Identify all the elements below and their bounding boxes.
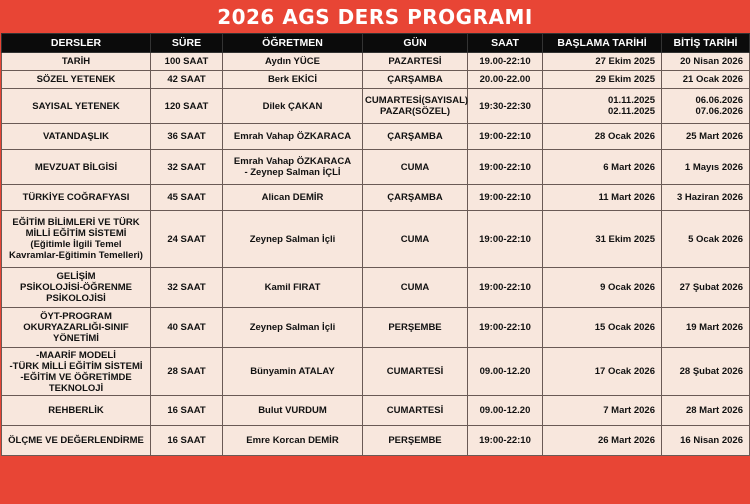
course-time: 19:00-22:10 — [468, 211, 543, 268]
end-date: 20 Nisan 2026 — [662, 53, 750, 71]
start-date: 7 Mart 2026 — [543, 396, 662, 426]
start-date: 31 Ekim 2025 — [543, 211, 662, 268]
table-row — [2, 124, 750, 150]
course-name: EĞİTİM BİLİMLERİ VE TÜRK MİLLİ EĞİTİM SİSTEMİ (Eğitimle İlgili Temel Kavramlar-Eğitimin Temelleri) — [2, 211, 151, 268]
table-row — [2, 426, 750, 456]
teacher-name: Emre Korcan DEMİR — [223, 426, 363, 456]
teacher-name: Alican DEMİR — [223, 185, 363, 211]
start-date: 27 Ekim 2025 — [543, 53, 662, 71]
header-ogretmen: ÖĞRETMEN — [223, 34, 363, 53]
teacher-name: Emrah Vahap ÖZKARACA - Zeynep Salman İÇLİ — [223, 150, 363, 185]
course-duration: 32 SAAT — [151, 150, 223, 185]
course-day: CUMA — [363, 150, 468, 185]
header-gun: GÜN — [363, 34, 468, 53]
table-row — [2, 396, 750, 426]
teacher-name: Berk EKİCİ — [223, 71, 363, 89]
course-time: 19:00-22:10 — [468, 268, 543, 308]
table-row — [2, 268, 750, 308]
start-date: 15 Ocak 2026 — [543, 308, 662, 348]
end-date: 3 Haziran 2026 — [662, 185, 750, 211]
end-date: 27 Şubat 2026 — [662, 268, 750, 308]
course-day: CUMARTESİ — [363, 348, 468, 396]
course-time: 19:00-22:10 — [468, 150, 543, 185]
course-duration: 16 SAAT — [151, 396, 223, 426]
course-day: PAZARTESİ — [363, 53, 468, 71]
end-date: 21 Ocak 2026 — [662, 71, 750, 89]
course-time: 09.00-12.20 — [468, 396, 543, 426]
course-time: 09.00-12.20 — [468, 348, 543, 396]
end-date: 28 Şubat 2026 — [662, 348, 750, 396]
course-day: CUMA — [363, 211, 468, 268]
course-time: 19.00-22:10 — [468, 53, 543, 71]
course-duration: 45 SAAT — [151, 185, 223, 211]
table-row — [2, 211, 750, 268]
start-date: 26 Mart 2026 — [543, 426, 662, 456]
end-date: 5 Ocak 2026 — [662, 211, 750, 268]
start-date: 29 Ekim 2025 — [543, 71, 662, 89]
header-saat: SAAT — [468, 34, 543, 53]
table-row — [2, 150, 750, 185]
end-date: 28 Mart 2026 — [662, 396, 750, 426]
course-day: CUMA — [363, 268, 468, 308]
start-date: 17 Ocak 2026 — [543, 348, 662, 396]
header-baslama: BAŞLAMA TARİHİ — [543, 34, 662, 53]
course-name: -MAARİF MODELİ -TÜRK MİLLİ EĞİTİM SİSTEMİ -EĞİTİM VE ÖĞRETİMDE TEKNOLOJİ — [2, 348, 151, 396]
start-date: 01.11.2025 02.11.2025 — [543, 89, 662, 124]
schedule-table — [1, 33, 750, 456]
start-date: 9 Ocak 2026 — [543, 268, 662, 308]
course-time: 19:00-22:10 — [468, 426, 543, 456]
course-time: 19:00-22:10 — [468, 124, 543, 150]
course-name: SAYISAL YETENEK — [2, 89, 151, 124]
course-day: CUMARTESİ — [363, 396, 468, 426]
header-sure: SÜRE — [151, 34, 223, 53]
header-dersler: DERSLER — [2, 34, 151, 53]
teacher-name: Aydın YÜCE — [223, 53, 363, 71]
table-row — [2, 53, 750, 71]
course-duration: 100 SAAT — [151, 53, 223, 71]
course-day: CUMARTESİ(SAYISAL) PAZAR(SÖZEL) — [363, 89, 468, 124]
course-name: VATANDAŞLIK — [2, 124, 151, 150]
course-time: 19:00-22:10 — [468, 185, 543, 211]
teacher-name: Kamil FIRAT — [223, 268, 363, 308]
course-name: SÖZEL YETENEK — [2, 71, 151, 89]
course-duration: 120 SAAT — [151, 89, 223, 124]
table-row — [2, 71, 750, 89]
end-date: 06.06.2026 07.06.2026 — [662, 89, 750, 124]
course-name: REHBERLİK — [2, 396, 151, 426]
end-date: 1 Mayıs 2026 — [662, 150, 750, 185]
course-duration: 32 SAAT — [151, 268, 223, 308]
table-row — [2, 348, 750, 396]
course-day: ÇARŞAMBA — [363, 124, 468, 150]
course-day: ÇARŞAMBA — [363, 71, 468, 89]
table-row — [2, 185, 750, 211]
end-date: 25 Mart 2026 — [662, 124, 750, 150]
course-day: PERŞEMBE — [363, 308, 468, 348]
header-row — [2, 34, 750, 53]
course-name: TARİH — [2, 53, 151, 71]
start-date: 28 Ocak 2026 — [543, 124, 662, 150]
course-time: 19:30-22:30 — [468, 89, 543, 124]
header-bitis: BİTİŞ TARİHİ — [662, 34, 750, 53]
end-date: 16 Nisan 2026 — [662, 426, 750, 456]
course-name: GELİŞİM PSİKOLOJİSİ-ÖĞRENME PSİKOLOJİSİ — [2, 268, 151, 308]
course-time: 20.00-22.00 — [468, 71, 543, 89]
course-name: ÖLÇME VE DEĞERLENDİRME — [2, 426, 151, 456]
course-name: TÜRKİYE COĞRAFYASI — [2, 185, 151, 211]
course-day: PERŞEMBE — [363, 426, 468, 456]
teacher-name: Zeynep Salman İçli — [223, 308, 363, 348]
course-duration: 24 SAAT — [151, 211, 223, 268]
course-duration: 40 SAAT — [151, 308, 223, 348]
course-time: 19:00-22:10 — [468, 308, 543, 348]
start-date: 6 Mart 2026 — [543, 150, 662, 185]
course-duration: 42 SAAT — [151, 71, 223, 89]
course-duration: 16 SAAT — [151, 426, 223, 456]
course-name: MEVZUAT BİLGİSİ — [2, 150, 151, 185]
course-duration: 28 SAAT — [151, 348, 223, 396]
course-name: ÖYT-PROGRAM OKURYAZARLIĞI-SINIF YÖNETİMİ — [2, 308, 151, 348]
teacher-name: Bulut VURDUM — [223, 396, 363, 426]
end-date: 19 Mart 2026 — [662, 308, 750, 348]
course-day: ÇARŞAMBA — [363, 185, 468, 211]
page-title: 2026 AGS DERS PROGRAMI — [217, 4, 533, 29]
teacher-name: Dilek ÇAKAN — [223, 89, 363, 124]
table-row — [2, 89, 750, 124]
table-row — [2, 308, 750, 348]
teacher-name: Emrah Vahap ÖZKARACA — [223, 124, 363, 150]
teacher-name: Bünyamin ATALAY — [223, 348, 363, 396]
start-date: 11 Mart 2026 — [543, 185, 662, 211]
teacher-name: Zeynep Salman İçli — [223, 211, 363, 268]
course-duration: 36 SAAT — [151, 124, 223, 150]
